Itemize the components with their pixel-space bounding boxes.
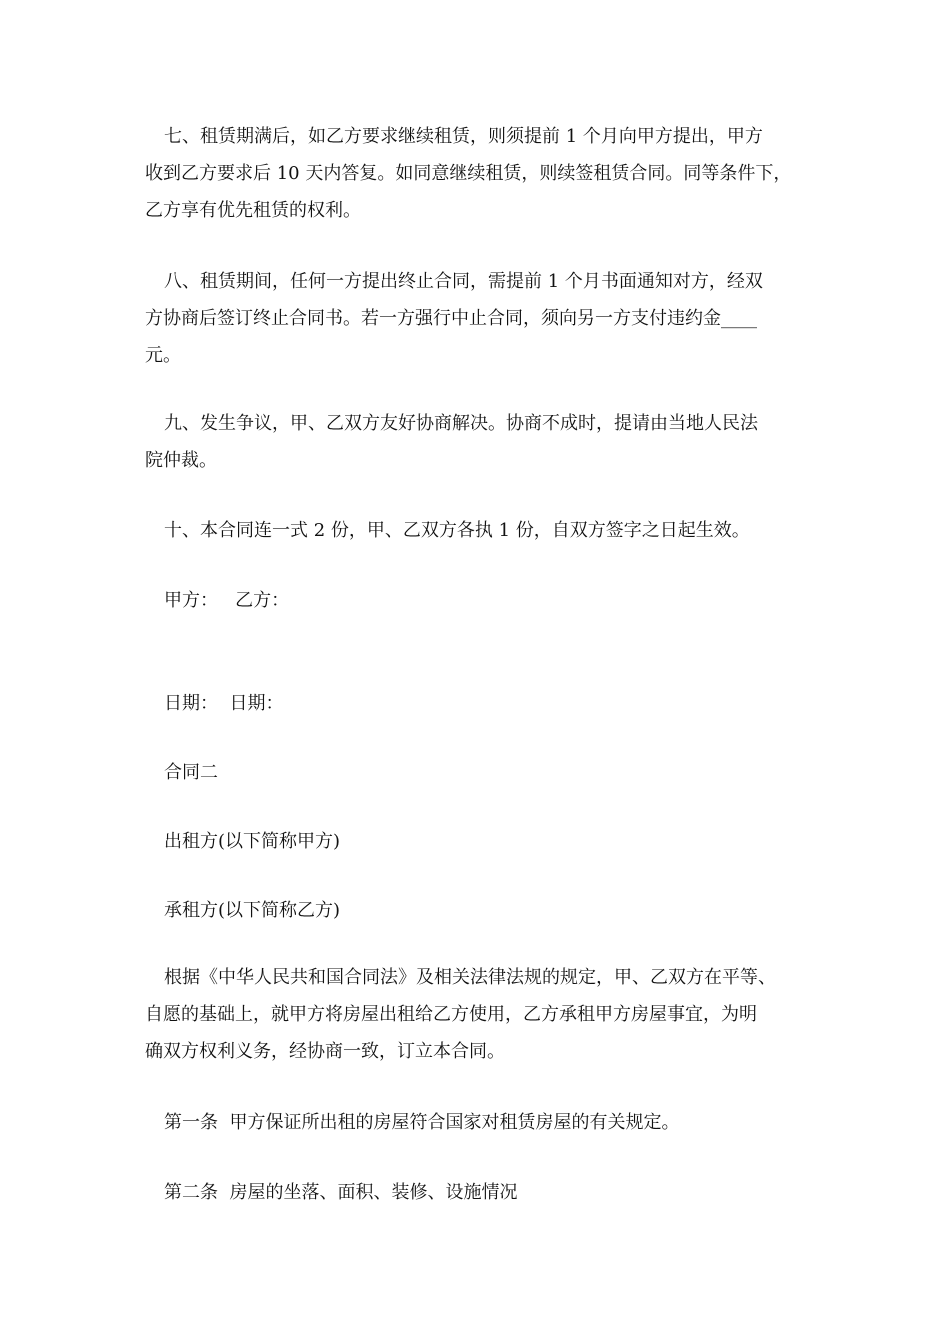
date-labels: 日期： 日期： xyxy=(164,693,284,714)
lessee-line xyxy=(145,892,825,929)
clause-10-paragraph xyxy=(145,512,825,549)
article-1-paragraph xyxy=(145,1104,825,1141)
text-line: 方协商后签订终止合同书。若一方强行中止合同，须向另一方支付违约金____ xyxy=(145,308,757,329)
text-line: 八、租赁期间，任何一方提出终止合同，需提前 1 个月书面通知对方，经双 xyxy=(164,271,763,292)
preamble-paragraph xyxy=(145,959,825,1070)
text-line: 乙方享有优先租赁的权利。 xyxy=(145,200,361,221)
signature-labels: 甲方： 乙方： xyxy=(164,590,290,611)
lessor-label: 出租方(以下简称甲方) xyxy=(164,831,341,852)
text-line: 七、租赁期满后，如乙方要求继续租赁，则须提前 1 个月向甲方提出，甲方 xyxy=(164,126,763,147)
lessor-line xyxy=(145,823,825,860)
text-line: 根据《中华人民共和国合同法》及相关法律法规的规定，甲、乙双方在平等、 xyxy=(164,967,776,988)
text-line: 十、本合同连一式 2 份，甲、乙双方各执 1 份，自双方签字之日起生效。 xyxy=(164,520,750,541)
section-title: 合同二 xyxy=(164,762,218,783)
clause-7-paragraph xyxy=(145,118,825,229)
article-2-paragraph xyxy=(145,1174,825,1211)
signature-line xyxy=(145,582,825,619)
text-line: 第一条 甲方保证所出租的房屋符合国家对租赁房屋的有关规定。 xyxy=(164,1112,680,1133)
contract-2-heading xyxy=(145,754,825,791)
text-line: 元。 xyxy=(145,345,181,366)
text-line: 院仲裁。 xyxy=(145,450,217,471)
lessee-label: 承租方(以下简称乙方) xyxy=(164,900,341,921)
date-line xyxy=(145,685,825,722)
text-line: 确双方权利义务，经协商一致，订立本合同。 xyxy=(145,1041,505,1062)
clause-8-paragraph xyxy=(145,263,825,374)
text-line: 自愿的基础上，就甲方将房屋出租给乙方使用，乙方承租甲方房屋事宜，为明 xyxy=(145,1004,757,1025)
text-line: 第二条 房屋的坐落、面积、装修、设施情况 xyxy=(164,1182,518,1203)
text-line: 九、发生争议，甲、乙双方友好协商解决。协商不成时，提请由当地人民法 xyxy=(164,413,758,434)
text-line: 收到乙方要求后 10 天内答复。如同意继续租赁，则续签租赁合同。同等条件下， xyxy=(145,163,792,184)
clause-9-paragraph xyxy=(145,405,825,479)
